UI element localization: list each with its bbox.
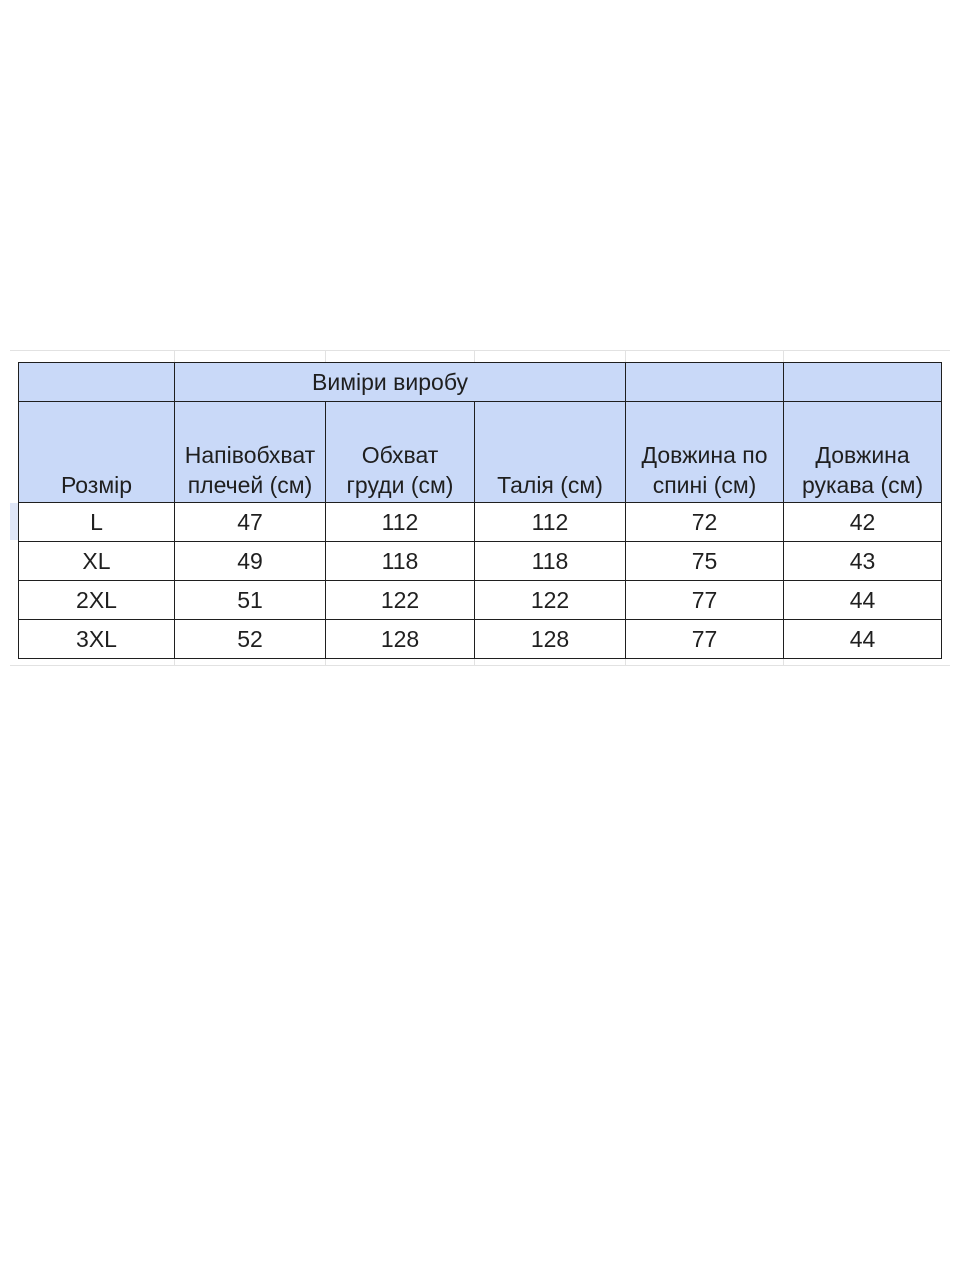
- header-cell-empty[interactable]: [19, 363, 175, 402]
- cell-back-length[interactable]: 77: [626, 620, 784, 659]
- gridline: [10, 350, 950, 351]
- cell-waist[interactable]: 118: [475, 542, 626, 581]
- cell-waist[interactable]: 128: [475, 620, 626, 659]
- column-header-waist[interactable]: Талія (см): [475, 402, 626, 503]
- cell-chest[interactable]: 118: [326, 542, 475, 581]
- column-header-back-length[interactable]: Довжина по спині (см): [626, 402, 784, 503]
- cell-sleeve-length[interactable]: 42: [784, 503, 942, 542]
- cell-shoulder[interactable]: 51: [175, 581, 326, 620]
- cell-back-length[interactable]: 72: [626, 503, 784, 542]
- cell-chest[interactable]: 128: [326, 620, 475, 659]
- group-header-row: [19, 363, 942, 402]
- cell-shoulder[interactable]: 47: [175, 503, 326, 542]
- header-cell-empty[interactable]: [784, 363, 942, 402]
- cell-chest[interactable]: 112: [326, 503, 475, 542]
- cell-sleeve-length[interactable]: 44: [784, 581, 942, 620]
- column-header-row: [19, 402, 942, 503]
- cell-back-length[interactable]: 75: [626, 542, 784, 581]
- header-cell-empty[interactable]: [626, 363, 784, 402]
- cell-sleeve-length[interactable]: 44: [784, 620, 942, 659]
- cell-shoulder[interactable]: 52: [175, 620, 326, 659]
- cell-waist[interactable]: 122: [475, 581, 626, 620]
- table-row: [19, 581, 942, 620]
- cell-size[interactable]: L: [19, 503, 175, 542]
- cell-waist[interactable]: 112: [475, 503, 626, 542]
- group-header-label: Виміри виробу: [312, 369, 468, 395]
- column-header-sleeve-length[interactable]: Довжина рукава (см): [784, 402, 942, 503]
- column-header-size[interactable]: Розмір: [19, 402, 175, 503]
- table-row: [19, 503, 942, 542]
- row-selection-indicator: [10, 503, 18, 540]
- cell-size[interactable]: 2XL: [19, 581, 175, 620]
- cell-back-length[interactable]: 77: [626, 581, 784, 620]
- cell-size[interactable]: XL: [19, 542, 175, 581]
- column-header-shoulder-half-girth[interactable]: Напівобхват плечей (см): [175, 402, 326, 503]
- gridline: [10, 665, 950, 666]
- cell-sleeve-length[interactable]: 43: [784, 542, 942, 581]
- group-header-cell[interactable]: [175, 363, 626, 402]
- cell-chest[interactable]: 122: [326, 581, 475, 620]
- column-header-chest-girth[interactable]: Обхват груди (см): [326, 402, 475, 503]
- table-row: [19, 542, 942, 581]
- cell-size[interactable]: 3XL: [19, 620, 175, 659]
- cell-shoulder[interactable]: 49: [175, 542, 326, 581]
- size-chart-table: [18, 362, 942, 659]
- table-row: [19, 620, 942, 659]
